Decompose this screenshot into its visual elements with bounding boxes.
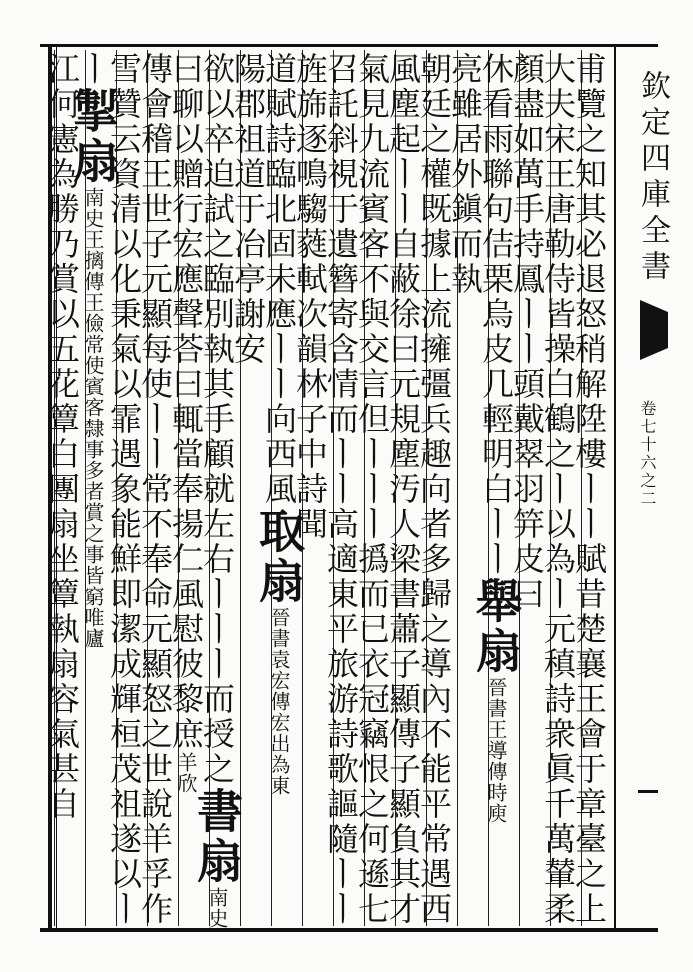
text-run: 南史 [205, 887, 229, 929]
entry-heading: 書扇 [190, 787, 244, 887]
text-column [384, 52, 426, 927]
text-run: 甫覽之知其必退怒稍解陞樓ㅣㅣ賦昔楚襄王會于章臺之上 [570, 52, 608, 927]
text-column [190, 52, 244, 929]
text-column [291, 52, 333, 920]
text-column [136, 52, 178, 927]
text-run: 風塵起ㅣㅣ自蔽徐曰元規塵汚人梁書蕭子顯傳子顯負其才 [384, 52, 422, 927]
text-run: 休看雨聯句佶栗烏皮几輕明白ㅣㅣ [477, 52, 515, 577]
volume-number: 卷七十六之二 [638, 400, 657, 508]
frame-bottom-border [40, 928, 658, 932]
entry-heading: 取扇 [252, 507, 306, 607]
text-run: 欲以卒迫試之臨別執其手顧就左右ㅣㅣㅣ而授之 [198, 52, 236, 787]
frame-top-border [40, 44, 658, 47]
text-column [105, 52, 147, 927]
text-run: 召託斜視于遺簪寄含情而ㅣㅣ高適東平旅游詩歌謳隨ㅣㅣ [322, 52, 360, 927]
text-run: 羊欣 [174, 752, 198, 794]
text-run: 陽郡祖道于冶亭謝安 [229, 52, 267, 367]
text-run: 傳會稽王世子元顯每使ㅣㅣ常不奉命元顯怒之世說羊孚作 [136, 52, 174, 927]
text-run: 大夫宋王唐勒侍皆操白鶴之ㅣ以為ㅣ元稹詩衆眞千萬輦柔 [539, 52, 577, 927]
text-column [43, 52, 85, 920]
text-run: 氣見九流賓客不與交言但ㅣㅣㅣ撝而已衣冠竊恨之何遜七 [353, 52, 391, 927]
text-run: 旌旆逐鳴騶蕤軾次韻林子中詩聞 [291, 52, 329, 542]
text-column [322, 52, 364, 927]
text-run: 雪贊云資清以化秉氣以霏遇象能鮮即潔成輝桓茂祖遂以ㅣ [105, 52, 143, 927]
entry-heading: 舉扇 [469, 577, 523, 677]
text-run: ㅣ [74, 52, 112, 87]
text-column [508, 52, 550, 920]
margin-tick [638, 790, 658, 793]
text-column [229, 52, 271, 920]
text-run: 南史王摛傳王儉常使賓客隸事多者賞之事皆窮唯廬 [81, 187, 105, 649]
entry-heading: 掣扇 [66, 87, 120, 187]
text-run: 朝廷之權既據上流擁彊兵趣向者多歸之導內不能平常遇西 [415, 52, 453, 927]
text-column [415, 52, 457, 927]
text-column [66, 52, 120, 920]
text-run: 晉書袁宏傳宏出為東 [267, 607, 291, 796]
text-run: 曰聊以贈行宏應聲荅曰輒當奉揚仁風慰彼黎庶 [167, 52, 205, 752]
text-column [469, 52, 523, 920]
text-run: 亮雖居外鎭而執 [446, 52, 484, 297]
text-run: 江何憲為勝乃賞以五花簟白團扇坐簟執扇容氣甚自 [43, 52, 81, 822]
book-title: 欽定四庫全書 [635, 70, 670, 286]
fish-tail-mark [640, 300, 668, 360]
text-run: 道賦詩臨北固未應ㅣㅣ向西風 [260, 52, 298, 507]
text-run: 晉書王導傳時庾 [484, 677, 508, 824]
text-run: 顏盡如萬手持鳳ㅣㅣ頭戴翠羽笄皮曰 [508, 52, 546, 612]
text-column [353, 52, 395, 927]
text-column [570, 52, 612, 927]
text-column [539, 52, 581, 927]
text-column [167, 52, 209, 920]
text-column [446, 52, 488, 920]
text-column [252, 52, 306, 920]
